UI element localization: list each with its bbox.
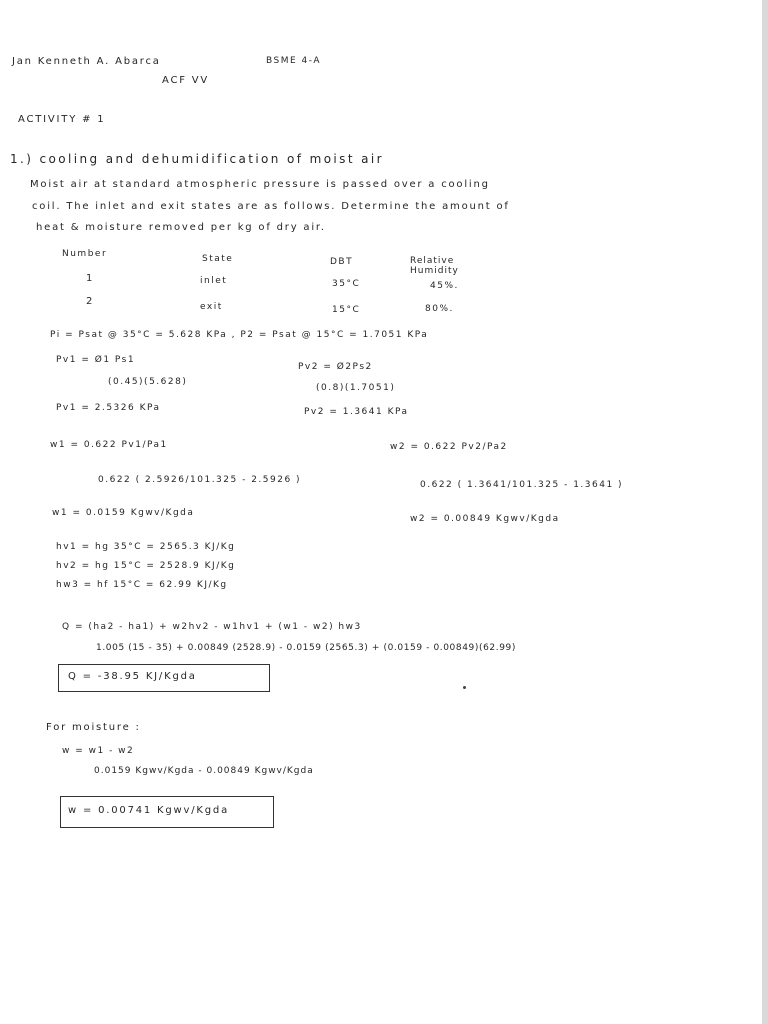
w1-formula: w1 = 0.622 Pv1/Pa1 — [50, 440, 168, 450]
hv1-line: hv1 = hg 35°C = 2565.3 KJ/Kg — [56, 542, 236, 552]
w-formula: w = w1 - w2 — [62, 746, 135, 756]
moisture-label: For moisture : — [46, 722, 141, 733]
problem-title: 1.) cooling and dehumidification of moist air — [10, 152, 384, 166]
psat-line: Pi = Psat @ 35°C = 5.628 KPa , P2 = Psat @ 15°C = 1.7051 KPa — [50, 330, 429, 340]
table-cell-state-1: inlet — [200, 276, 228, 286]
w-substitution: 0.0159 Kgwv/Kgda - 0.00849 Kgwv/Kgda — [94, 766, 314, 776]
pv2-result: Pv2 = 1.3641 KPa — [304, 407, 409, 417]
table-cell-number-2: 2 — [86, 296, 95, 307]
activity-title: ACTIVITY # 1 — [18, 114, 106, 125]
pv1-substitution: (0.45)(5.628) — [108, 377, 188, 387]
scan-edge — [762, 0, 768, 1024]
q-formula: Q = (ha2 - ha1) + w2hv2 - w1hv1 + (w1 - w2) hw3 — [62, 622, 362, 632]
problem-line-1: Moist air at standard atmospheric pressure is passed over a cooling — [30, 179, 490, 190]
problem-line-3: heat & moisture removed per kg of dry air. — [36, 222, 326, 233]
w-result: w = 0.00741 Kgwv/Kgda — [68, 805, 229, 816]
w2-substitution: 0.622 ( 1.3641/101.325 - 1.3641 ) — [420, 480, 624, 490]
pv2-substitution: (0.8)(1.7051) — [316, 383, 396, 393]
table-cell-state-2: exit — [200, 302, 223, 312]
pv1-result: Pv1 = 2.5326 KPa — [56, 403, 161, 413]
table-header-dbt: DBT — [330, 257, 354, 267]
w2-formula: w2 = 0.622 Pv2/Pa2 — [390, 442, 508, 452]
w1-substitution: 0.622 ( 2.5926/101.325 - 2.5926 ) — [98, 475, 302, 485]
hw3-line: hw3 = hf 15°C = 62.99 KJ/Kg — [56, 580, 228, 590]
hv2-line: hv2 = hg 15°C = 2528.9 KJ/Kg — [56, 561, 236, 571]
student-name: Jan Kenneth A. Abarca — [12, 56, 161, 67]
course-code: ACF VV — [162, 75, 210, 86]
stray-mark — [463, 686, 466, 689]
table-cell-dbt-1: 35°C — [332, 279, 361, 289]
q-substitution: 1.005 (15 - 35) + 0.00849 (2528.9) - 0.0159 (2565.3) + (0.0159 - 0.00849)(62.99) — [96, 643, 516, 653]
table-header-number: Number — [62, 249, 108, 259]
problem-line-2: coil. The inlet and exit states are as follows. Determine the amount of — [32, 201, 510, 212]
table-cell-dbt-2: 15°C — [332, 305, 361, 315]
q-result: Q = -38.95 KJ/Kgda — [68, 671, 197, 682]
table-header-state: State — [202, 254, 234, 264]
pv2-formula: Pv2 = Ø2Ps2 — [298, 362, 373, 372]
student-section: BSME 4-A — [266, 56, 321, 66]
w2-result: w2 = 0.00849 Kgwv/Kgda — [410, 514, 560, 524]
pv1-formula: Pv1 = Ø1 Ps1 — [56, 355, 136, 365]
table-cell-rh-2: 80%. — [425, 304, 454, 314]
table-cell-number-1: 1 — [86, 273, 95, 284]
table-cell-rh-1: 45%. — [430, 281, 459, 291]
table-header-rh: Relative Humidity — [410, 256, 459, 276]
w1-result: w1 = 0.0159 Kgwv/Kgda — [52, 508, 195, 518]
